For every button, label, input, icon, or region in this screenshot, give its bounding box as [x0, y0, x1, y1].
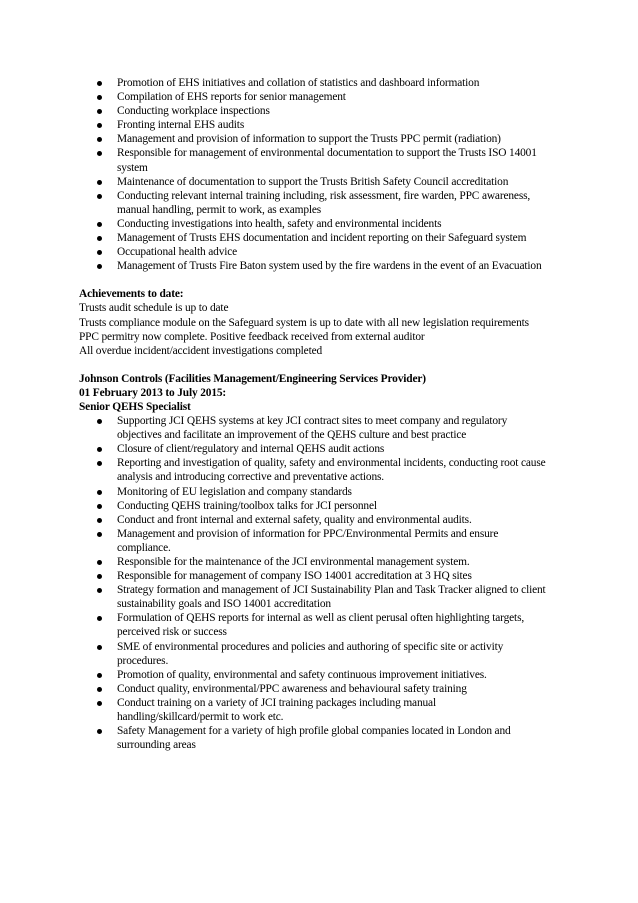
list-item-text: Conducting relevant internal training including, risk assessment, fire warden, PPC awareness, manual handling, permit to work, as examples [117, 189, 531, 216]
list-item [117, 132, 549, 146]
list-item-text: Responsible for the maintenance of the JCI environmental management system. [117, 556, 470, 568]
bullet-icon [97, 222, 102, 227]
list-item-text: Monitoring of EU legislation and company standards [117, 485, 352, 498]
list-item [117, 485, 549, 499]
achievements-heading: Achievements to date: [79, 288, 184, 301]
list-item-text: Strategy formation and management of JCI Sustainability Plan and Task Tracker aligned to client sustainability goals and ISO 14001 accreditation [117, 584, 546, 611]
list-item [117, 527, 549, 555]
bullet-icon [97, 687, 102, 692]
bullet-icon [97, 518, 102, 523]
list-item-text: Supporting JCI QEHS systems at key JCI contract sites to meet company and regulatory objectives and facilitate an improvement of the QEHS culture and best practice [117, 415, 508, 442]
bullet-icon [97, 95, 102, 100]
list-item [117, 456, 549, 484]
list-item [117, 555, 549, 569]
list-item [117, 189, 549, 217]
list-item-text: Closure of client/regulatory and internal QEHS audit actions [117, 443, 385, 456]
achievement-line: All overdue incident/accident investigations completed [79, 344, 323, 357]
list-item [117, 414, 549, 442]
list-item-text: Responsible for management of environmental documentation to support the Trusts ISO 14001 system [117, 147, 537, 174]
document-body [79, 76, 549, 752]
achievement-line: Trusts compliance module on the Safeguard system is up to date with all new legislation requirements [79, 316, 529, 329]
list-item-text: Occupational health advice [117, 246, 238, 259]
bullet-icon [97, 264, 102, 269]
list-item-text: Responsible for management of company ISO 14001 accreditation at 3 HQ sites [117, 570, 472, 583]
list-item-text: Conducting workplace inspections [117, 105, 270, 118]
bullet-icon [97, 574, 102, 579]
bullet-icon [97, 673, 102, 678]
bullet-icon [97, 588, 102, 593]
bullet-icon [97, 645, 102, 650]
achievement-line: Trusts audit schedule is up to date [79, 302, 229, 315]
job-section [79, 372, 549, 753]
list-item-text: Maintenance of documentation to support the Trusts British Safety Council accreditation [117, 175, 509, 188]
bullet-icon [97, 560, 102, 565]
list-item [117, 499, 549, 513]
achievement-line: PPC permitry now complete. Positive feedback received from external auditor [79, 330, 425, 343]
list-item-text: Safety Management for a variety of high profile global companies located in London and surrounding areas [117, 725, 511, 752]
list-item [117, 245, 549, 259]
list-item-text: Reporting and investigation of quality, safety and environmental incidents, conducting root cause analysis and introducing corrective and preventative actions. [117, 457, 546, 484]
list-item [117, 724, 549, 752]
bullet-icon [97, 729, 102, 734]
list-item [117, 231, 549, 245]
list-item [117, 640, 549, 668]
achievements-section [79, 287, 549, 357]
bullet-icon [97, 123, 102, 128]
list-item-text: Conducting investigations into health, safety and environmental incidents [117, 217, 442, 230]
bullet-icon [97, 532, 102, 537]
list-item-text: Compilation of EHS reports for senior management [117, 91, 346, 104]
bullet-icon [97, 236, 102, 241]
list-item-text: Management and provision of information to support the Trusts PPC permit (radiation) [117, 133, 501, 146]
list-item [117, 76, 549, 90]
bullet-icon [97, 137, 102, 142]
list-item-text: Management of Trusts EHS documentation and incident reporting on their Safeguard system [117, 232, 527, 245]
bullet-icon [97, 81, 102, 86]
job-duties-list [79, 414, 549, 752]
bullet-icon [97, 194, 102, 199]
list-item-text: Conducting QEHS training/toolbox talks for JCI personnel [117, 499, 377, 512]
list-item-text: Promotion of quality, environmental and safety continuous improvement initiatives. [117, 668, 487, 681]
list-item-text: Conduct quality, environmental/PPC awareness and behavioural safety training [117, 682, 467, 695]
list-item-text: Formulation of QEHS reports for internal as well as client perusal often highlighting targets, perceived risk or success [117, 612, 525, 639]
list-item [117, 696, 549, 724]
bullet-icon [97, 490, 102, 495]
list-item-text: Management and provision of information for PPC/Environmental Permits and ensure compliance. [117, 527, 499, 554]
list-item-text: SME of environmental procedures and policies and authoring of specific site or activity procedures. [117, 640, 504, 667]
list-item [117, 583, 549, 611]
list-item [117, 259, 549, 273]
bullet-icon [97, 250, 102, 255]
list-item [117, 175, 549, 189]
job-dates: 01 February 2013 to July 2015: [79, 386, 227, 399]
list-item [117, 217, 549, 231]
bullet-icon [97, 180, 102, 185]
bullet-icon [97, 616, 102, 621]
list-item [117, 668, 549, 682]
job-employer: Johnson Controls (Facilities Management/Engineering Services Provider) [79, 372, 426, 385]
bullet-icon [97, 447, 102, 452]
bullet-icon [97, 419, 102, 424]
bullet-icon [97, 701, 102, 706]
list-item [117, 104, 549, 118]
bullet-icon [97, 461, 102, 466]
bullet-icon [97, 151, 102, 156]
bullet-icon [97, 109, 102, 114]
list-item [117, 118, 549, 132]
list-item [117, 682, 549, 696]
list-item-text: Promotion of EHS initiatives and collation of statistics and dashboard information [117, 77, 480, 89]
list-item-text: Conduct and front internal and external safety, quality and environmental audits. [117, 513, 472, 526]
list-item-text: Fronting internal EHS audits [117, 119, 245, 132]
list-item [117, 146, 549, 174]
list-item [117, 569, 549, 583]
list-item-text: Conduct training on a variety of JCI training packages including manual handling/skillcard/permit to work etc. [117, 696, 436, 724]
bullet-icon [97, 504, 102, 509]
job-title: Senior QEHS Specialist [79, 400, 191, 413]
list-item [117, 513, 549, 527]
list-item [117, 90, 549, 104]
list-item [117, 442, 549, 456]
list-item [117, 611, 549, 639]
list-item-text: Management of Trusts Fire Baton system used by the fire wardens in the event of an Evacuation [117, 260, 542, 273]
responsibilities-list [79, 76, 549, 273]
